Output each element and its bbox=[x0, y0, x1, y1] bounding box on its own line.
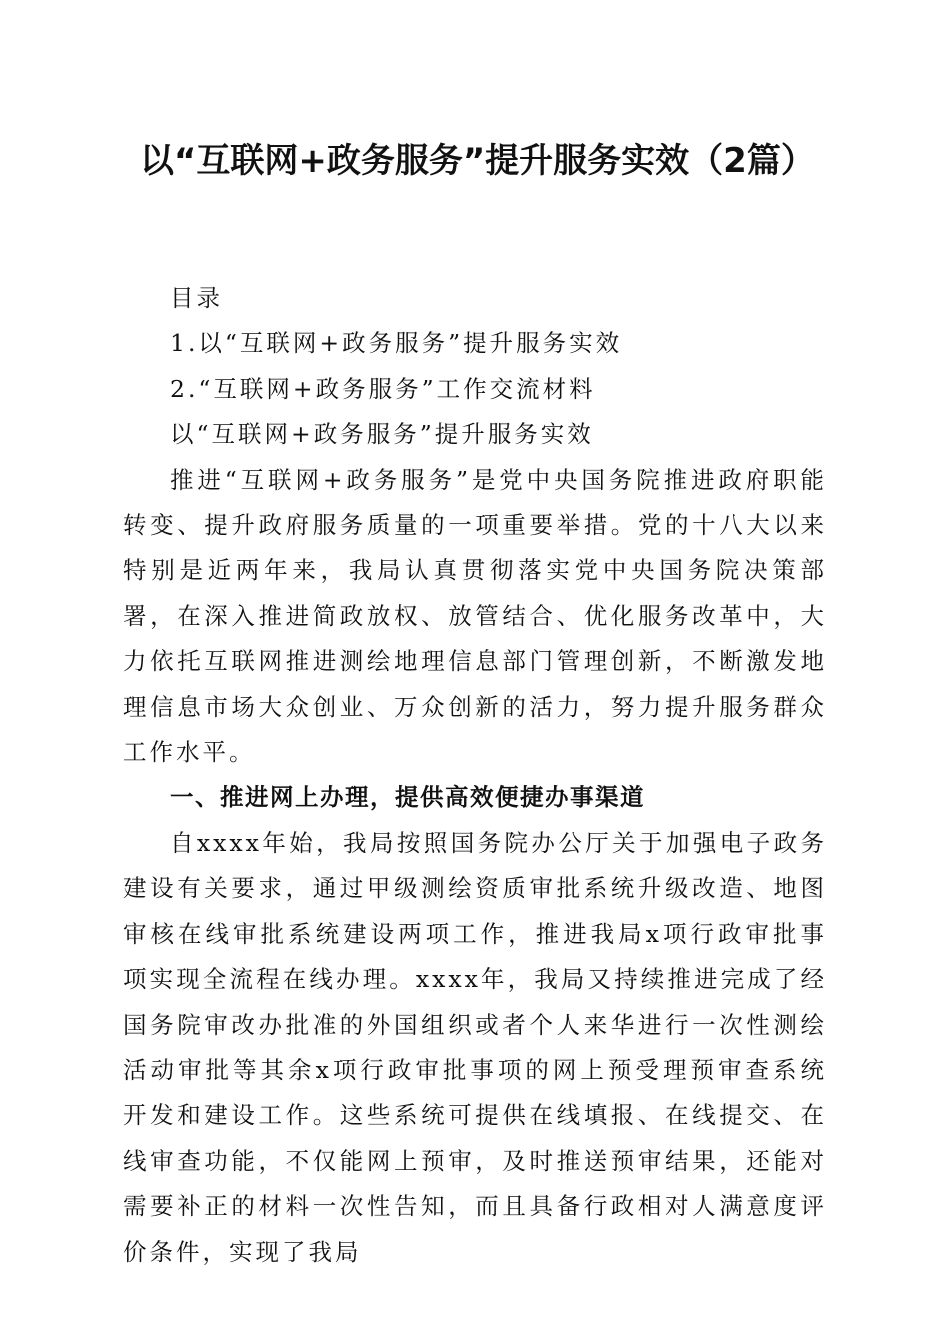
toc-item-2: 2.“互联网+政务服务”工作交流材料 bbox=[170, 374, 596, 403]
document-title: 以“互联网+政务服务”提升服务实效（2篇） bbox=[140, 141, 815, 181]
section-1-heading: 一、推进网上办理，提供高效便捷办事渠道 bbox=[170, 783, 645, 812]
intro-paragraph: 推进“互联网+政务服务”是党中央国务院推进政府职能转变、提升政府服务质量的一项重要举措。党的十八大以来特别是近两年来，我局认真贯彻落实党中央国务院决策部署，在深入推进简政放权、放管结合、优化服务改革中，大力依托互联网推进测绘地理信息部门管理创新，不断激发地理信息市场大众创业、万众创新的活力，努力提升服务群众工作水平。 bbox=[123, 465, 827, 767]
toc-label: 目录 bbox=[170, 284, 223, 312]
section-1-paragraph: 自xxxx年始，我局按照国务院办公厅关于加强电子政务建设有关要求，通过甲级测绘资质审批系统升级改造、地图审核在线审批系统建设两项工作，推进我局x项行政审批事项实现全流程在线办理。xxxx年，我局又持续推进完成了经国务院审改办批准的外国组织或者个人来华进行一次性测绘活动审批等其余x项行政审批事项的网上预受理预审查系统开发和建设工作。这些系统可提供在线填报、在线提交、在线审查功能，不仅能网上预审，及时推送预审结果，还能对需要补正的材料一次性告知，而且具备行政相对人满意度评价条件，实现了我局 bbox=[123, 828, 827, 1266]
article-title: 以“互联网+政务服务”提升服务实效 bbox=[170, 420, 594, 449]
document-body bbox=[123, 276, 827, 1275]
toc-item-1: 1.以“互联网+政务服务”提升服务实效 bbox=[170, 329, 623, 358]
